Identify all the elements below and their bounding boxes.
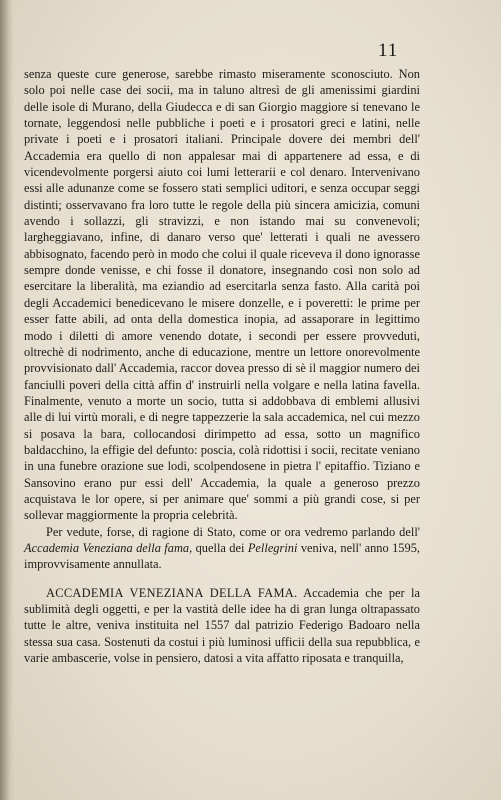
paragraph-2-italic-pellegrini: Pellegrini bbox=[247, 540, 298, 555]
paragraph-2-italic-accademia: Accademia Veneziana della fama bbox=[24, 540, 190, 555]
paragraph-2-middle: , quella dei bbox=[189, 540, 248, 555]
paragraph-2-after: veniva, nell' anno 1595, improvvisamente annullata. bbox=[24, 540, 420, 572]
paragraph-3 bbox=[24, 585, 420, 667]
paragraph-2-before: Per vedute, forse, di ragione di Stato, come or ora vedremo parlando dell' bbox=[46, 524, 420, 539]
paragraph-3-text: Accademia che per la sublimità degli oggetti, e per la vastità delle idee ha di gran lunga oltrapassato tutte le altre, veniva instituita nel 1557 dal patrizio Federigo Badoaro nella stessa sua casa. Sostenuti da costui i più luminosi ufficii della sua repubblica, e varie ambascerie, volse in pensiero, datosi a vita affatto riposata e tranquilla, bbox=[24, 585, 420, 666]
paragraph-2 bbox=[24, 524, 420, 573]
section-heading: ACCADEMIA VENEZIANA DELLA FAMA. bbox=[46, 585, 298, 600]
page-number: 11 bbox=[378, 40, 399, 61]
paragraph-1: senza queste cure generose, sarebbe rimasto miseramente sconosciuto. Non solo poi nelle case dei socii, ma in taluno altresì de gli amenissimi giardini delle isole di Murano, della Giudecca e di san Giorgio maggiore si tenevano le tornate, leggendosi nelle pubbliche i poeti e i prosatori greci e latini, nelle private i poeti e i prosatori italiani. Principale dovere dei membri dell' Accademia era quello di non appalesar mai di appartenere ad essa, e di vicendevolmente porgersi aiuto coi lumi letterarii e col denaro. Intervenivano essi alle adunanze come se fossero stati semplici uditori, e senza occupar seggi distinti; osservavano fra loro tutte le regole della più sincera amicizia, comuni avendo i sollazzi, gli stravizzi, e non istando mai su convenevoli; largheggiavano, infine, di danaro verso que' letterati i quali ne avessero abbisognato, facendo però in modo che colui il quale riceveva il dono ignorasse sempre donde venisse, e chi fosse il donatore, insegnando così non solo ad esercitare la liberalità, ma eziandio ad esercitarla senza fasto. Alla carità poi degli Accademici benedicevano le misere donzelle, e i poveretti: le prime per esser fatte abili, ad onta della domestica inopia, ad assaporare in legittimo modo i diletti di amore venendo dotate, i secondi per essere provveduti, oltrechè di nodrimento, anche di educazione, mentre un lettore onorevolmente provvisionato dall' Accademia, raccor dovea presso di sè il maggior numero dei fanciulli poveri della città affin d' instruirli nella volgare e nella latina favella. Finalmente, venuto a morte un socio, tutta si addobbava di emblemi allusivi alle di lui virtù morali, e di negre tappezzerie la sala accademica, nel cui mezzo si posava la bara, collocandosi dirimpetto ad essa, sotto un magnifico baldacchino, la effigie del defunto: poscia, colà ridottisi i socii, recitate veniano in una funebre orazione sue lodi, scolpendosene in pietra l' epitaffio. Tiziano e Sansovino erano pur essi dell' Accademia, la quale a generoso prezzo acquistava le lor opere, si per animare que' sommi a più grandi cose, si per sollevar maggiormente la propria celebrità. bbox=[24, 67, 420, 523]
page-gutter-shadow bbox=[0, 0, 14, 800]
body-text bbox=[24, 66, 420, 666]
